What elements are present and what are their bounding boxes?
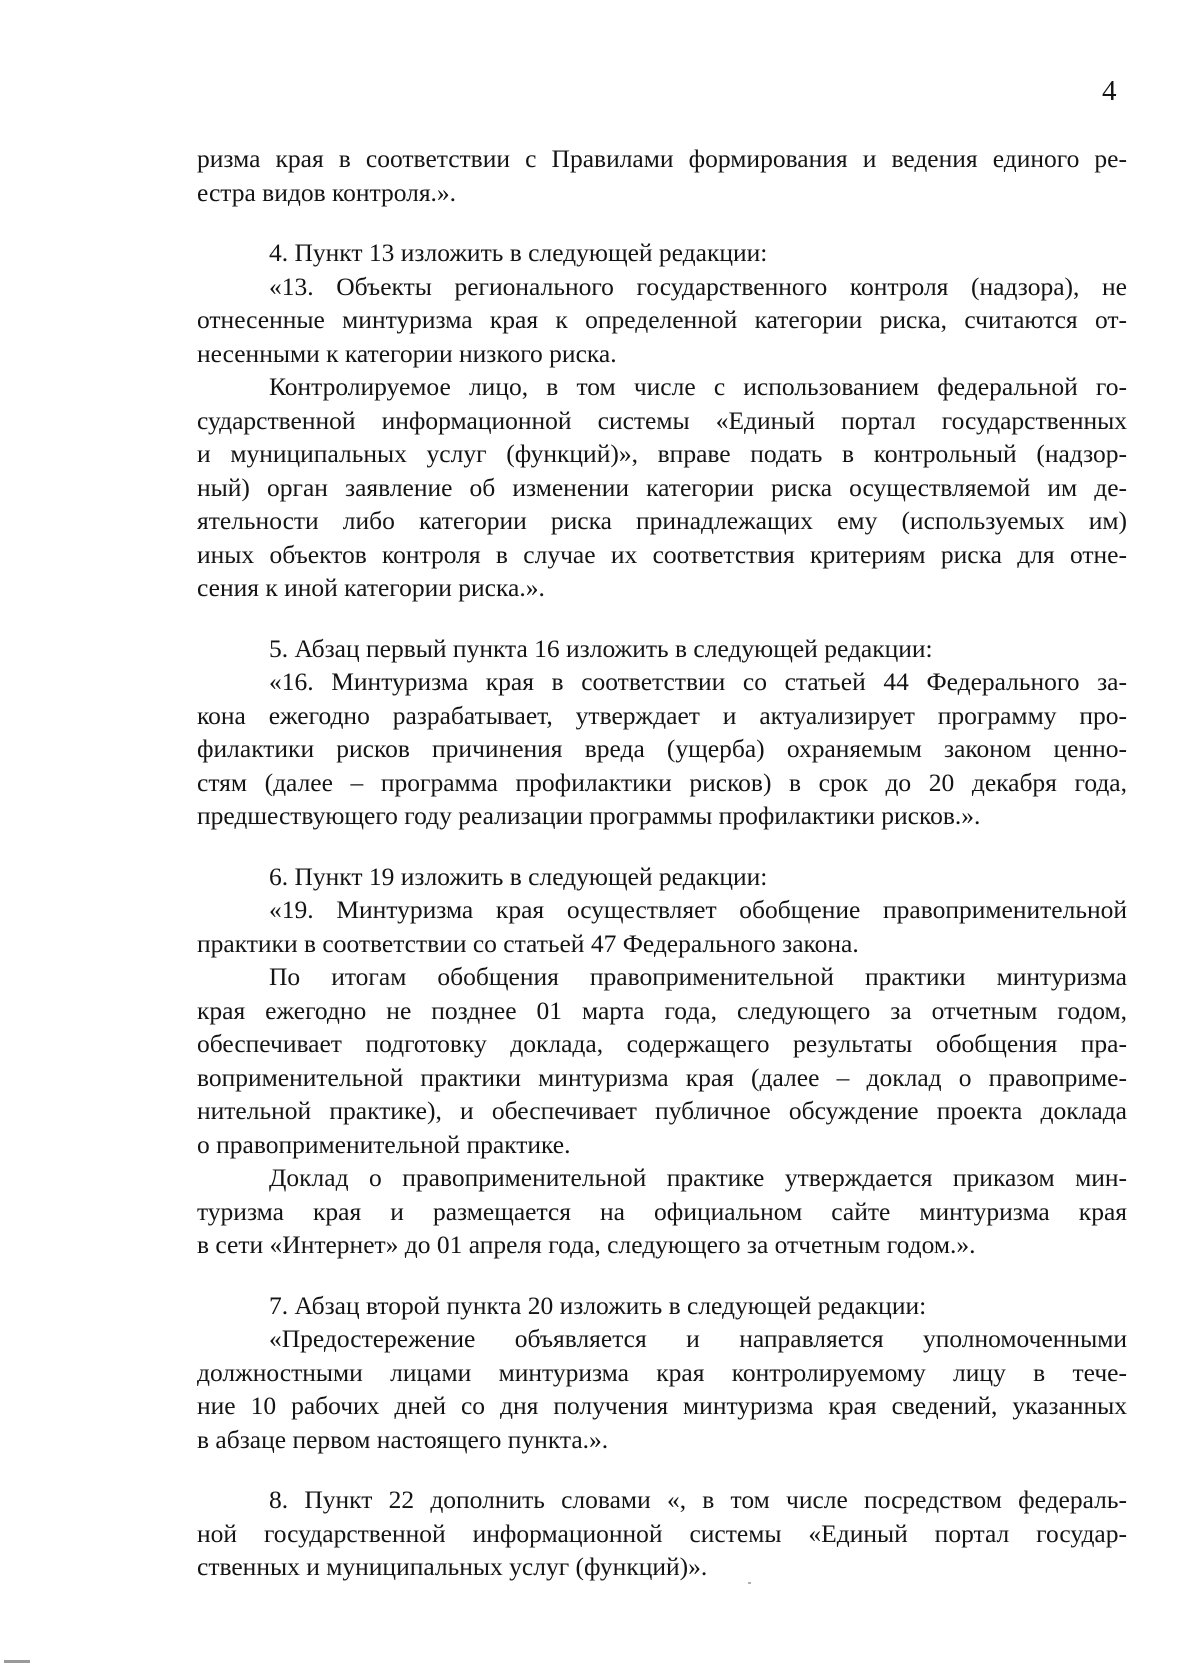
text-line: кона ежегодно разрабатывает, утверждает и актуализирует программу про-: [197, 700, 1127, 730]
text-line: нительной практике), и обеспечивает публичное обсуждение проекта доклада: [197, 1096, 1127, 1125]
paragraph-gap: [197, 209, 1127, 236]
text-line: воприменительной практики минтуризма края (далее – доклад о правоприме-: [197, 1062, 1127, 1092]
text-line: о правоприменительной практике.: [197, 1129, 571, 1159]
text-line: сударственной информационной системы «Единый портал государственных: [197, 405, 1127, 435]
text-line: сения к иной категории риска.».: [197, 573, 545, 602]
text-line: практики в соответствии со статьей 47 Федерального закона.: [197, 928, 859, 958]
text-line: ятельности либо категории риска принадлежащих ему (используемых им): [197, 506, 1127, 535]
text-line: иных объектов контроля в случае их соответствия критериям риска для отне-: [197, 539, 1127, 569]
text-line: ние 10 рабочих дней со дня получения минтуризма края сведений, указанных: [197, 1391, 1127, 1420]
text-line: По итогам обобщения правоприменительной практики минтуризма: [269, 962, 1127, 991]
paragraph-gap: [197, 833, 1127, 860]
text-line: в сети «Интернет» до 01 апреля года, следующего за отчетным годом.».: [197, 1230, 976, 1259]
text-line: 8. Пункт 22 дополнить словами «, в том числе посредством федераль-: [269, 1485, 1127, 1514]
text-line: естра видов контроля.».: [197, 177, 457, 207]
scan-speck: [748, 1582, 751, 1584]
text-line: отнесенные минтуризма края к определенной категории риска, считаются от-: [197, 305, 1127, 334]
text-line: в абзаце первом настоящего пункта.».: [197, 1424, 609, 1454]
text-line: ственных и муниципальных услуг (функций)».: [197, 1552, 708, 1581]
scan-corner-mark: [4, 1660, 30, 1663]
text-line: «19. Минтуризма края осуществляет обобщение правоприменительной: [269, 895, 1127, 924]
document-body: [197, 142, 1127, 1584]
text-line: стям (далее – программа профилактики рисков) в срок до 20 декабря года,: [197, 767, 1127, 797]
text-line: «13. Объекты регионального государственного контроля (надзора), не: [269, 271, 1127, 301]
paragraph-gap: [197, 1456, 1127, 1483]
text-line: Контролируемое лицо, в том числе с использованием федеральной го-: [269, 372, 1127, 401]
page-number: 4: [1102, 75, 1117, 107]
text-line: предшествующего году реализации программы профилактики рисков.».: [197, 801, 981, 830]
text-line: и муниципальных услуг (функций)», вправе подать в контрольный (надзор-: [197, 439, 1127, 468]
text-line: несенными к категории низкого риска.: [197, 338, 617, 368]
text-line: края ежегодно не позднее 01 марта года, следующего за отчетным годом,: [197, 995, 1127, 1025]
text-line: обеспечивает подготовку доклада, содержащего результаты обобщения пра-: [197, 1029, 1127, 1058]
paragraph-gap: [197, 605, 1127, 632]
text-line: «16. Минтуризма края в соответствии со статьей 44 Федерального за-: [269, 667, 1127, 696]
text-line: «Предостережение объявляется и направляется уполномоченными: [269, 1324, 1127, 1353]
text-line: должностными лицами минтуризма края контролируемому лицу в тече-: [197, 1357, 1127, 1387]
text-line: Доклад о правоприменительной практике утверждается приказом мин-: [269, 1163, 1127, 1192]
text-line: 6. Пункт 19 изложить в следующей редакции:: [269, 861, 768, 891]
text-line: 4. Пункт 13 изложить в следующей редакции:: [269, 238, 768, 267]
text-line: 7. Абзац второй пункта 20 изложить в следующей редакции:: [269, 1290, 927, 1320]
text-line: ный) орган заявление об изменении категории риска осуществляемой им де-: [197, 472, 1127, 502]
text-line: филактики рисков причинения вреда (ущерба) охраняемым законом ценно-: [197, 734, 1127, 763]
text-line: туризма края и размещается на официальном сайте минтуризма края: [197, 1196, 1127, 1226]
text-line: ной государственной информационной системы «Единый портал государ-: [197, 1518, 1127, 1548]
text-line: ризма края в соответствии с Правилами формирования и ведения единого ре-: [197, 144, 1127, 173]
paragraph-gap: [197, 1262, 1127, 1289]
text-line: 5. Абзац первый пункта 16 изложить в следующей редакции:: [269, 633, 933, 663]
